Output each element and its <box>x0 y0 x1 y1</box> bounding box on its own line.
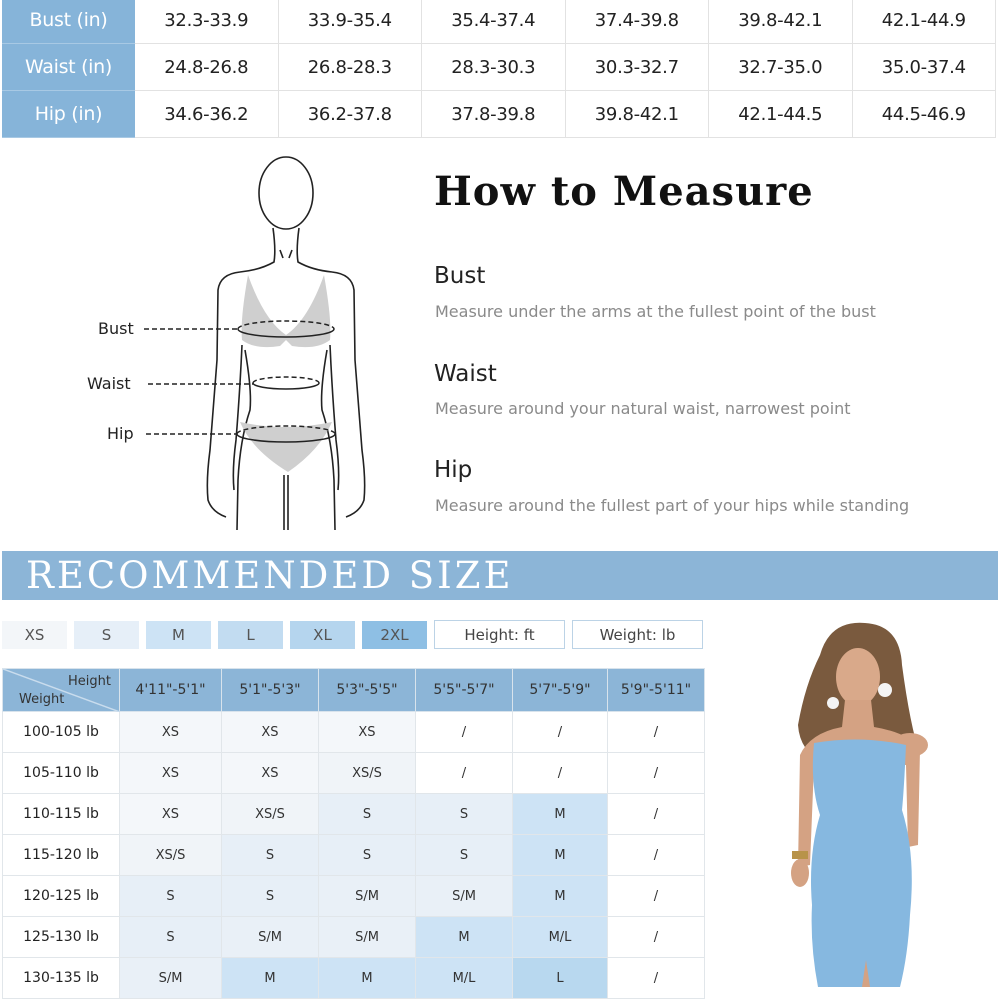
grid-size-cell: M <box>222 958 319 999</box>
legend-swatch: XS <box>2 621 67 649</box>
measurement-cell: 42.1-44.9 <box>852 0 996 44</box>
grid-size-cell: / <box>416 753 513 794</box>
measurement-cell: 39.8-42.1 <box>709 0 853 44</box>
grid-size-cell: S/M <box>222 917 319 958</box>
grid-height-header: 5'9"-5'11" <box>608 669 705 712</box>
figure-label-hip: Hip <box>107 424 134 443</box>
measurement-cell: 39.8-42.1 <box>565 91 709 138</box>
recommended-size-grid <box>2 668 705 999</box>
measurement-cell: 35.0-37.4 <box>852 44 996 91</box>
grid-row <box>3 712 705 753</box>
measurement-cell: 44.5-46.9 <box>852 91 996 138</box>
grid-size-cell: M/L <box>513 917 608 958</box>
grid-size-cell: S/M <box>319 917 416 958</box>
corner-weight-label: Weight <box>19 692 65 707</box>
grid-size-cell: XS <box>222 753 319 794</box>
measurement-row <box>3 44 996 91</box>
grid-size-cell: S <box>416 794 513 835</box>
grid-size-cell: M <box>513 876 608 917</box>
grid-size-cell: S <box>416 835 513 876</box>
measurement-cell: 42.1-44.5 <box>709 91 853 138</box>
grid-weight-label: 130-135 lb <box>3 958 120 999</box>
grid-size-cell: XS/S <box>319 753 416 794</box>
grid-size-cell: / <box>513 753 608 794</box>
grid-size-cell: XS <box>120 794 222 835</box>
measurement-cell: 32.7-35.0 <box>709 44 853 91</box>
weight-unit-label: Weight: lb <box>572 620 703 649</box>
grid-corner-header <box>3 669 120 712</box>
legend-swatch: S <box>74 621 139 649</box>
grid-size-cell: L <box>513 958 608 999</box>
grid-weight-label: 115-120 lb <box>3 835 120 876</box>
grid-size-cell: S <box>120 876 222 917</box>
grid-size-cell: M <box>319 958 416 999</box>
grid-weight-label: 120-125 lb <box>3 876 120 917</box>
grid-size-cell: M <box>513 835 608 876</box>
grid-size-cell: XS <box>319 712 416 753</box>
legend-swatch: L <box>218 621 283 649</box>
grid-weight-label: 110-115 lb <box>3 794 120 835</box>
recommended-size-banner <box>2 551 998 600</box>
grid-row <box>3 876 705 917</box>
grid-size-cell: M <box>513 794 608 835</box>
grid-size-cell: / <box>608 835 705 876</box>
measurement-row-label: Waist (in) <box>3 44 135 91</box>
grid-row <box>3 958 705 999</box>
grid-size-cell: / <box>608 876 705 917</box>
grid-size-cell: XS <box>120 712 222 753</box>
grid-row <box>3 753 705 794</box>
grid-size-cell: XS <box>120 753 222 794</box>
grid-size-cell: S <box>120 917 222 958</box>
grid-size-cell: XS <box>222 712 319 753</box>
measure-desc-hip: Measure around the fullest part of your hips while standing <box>435 496 910 515</box>
measure-heading-hip: Hip <box>434 457 473 483</box>
corner-height-label: Height <box>68 674 111 689</box>
model-photo <box>770 615 950 1000</box>
measurement-row-label: Bust (in) <box>3 0 135 44</box>
measurement-cell: 33.9-35.4 <box>278 0 422 44</box>
grid-size-cell: / <box>608 753 705 794</box>
grid-size-cell: / <box>513 712 608 753</box>
measurement-cell: 37.4-39.8 <box>565 0 709 44</box>
legend-swatch: 2XL <box>362 621 427 649</box>
grid-size-cell: / <box>608 712 705 753</box>
legend-swatch: XL <box>290 621 355 649</box>
grid-height-header: 5'1"-5'3" <box>222 669 319 712</box>
measurement-cell: 32.3-33.9 <box>135 0 279 44</box>
figure-label-bust: Bust <box>98 319 134 338</box>
grid-height-header: 5'7"-5'9" <box>513 669 608 712</box>
grid-size-cell: XS/S <box>120 835 222 876</box>
grid-size-cell: S/M <box>120 958 222 999</box>
measurement-cell: 24.8-26.8 <box>135 44 279 91</box>
grid-size-cell: / <box>608 958 705 999</box>
grid-row <box>3 917 705 958</box>
measurement-row <box>3 91 996 138</box>
body-outline-illustration <box>80 150 400 540</box>
grid-size-cell: / <box>608 917 705 958</box>
grid-size-cell: S/M <box>319 876 416 917</box>
measurement-cell: 36.2-37.8 <box>278 91 422 138</box>
grid-size-cell: XS/S <box>222 794 319 835</box>
model-in-dress-image <box>770 615 950 1000</box>
grid-size-cell: S/M <box>416 876 513 917</box>
grid-size-cell: / <box>416 712 513 753</box>
measurement-cell: 30.3-32.7 <box>565 44 709 91</box>
grid-weight-label: 105-110 lb <box>3 753 120 794</box>
measurement-cell: 35.4-37.4 <box>422 0 566 44</box>
measurement-row-label: Hip (in) <box>3 91 135 138</box>
grid-height-header: 5'3"-5'5" <box>319 669 416 712</box>
grid-row <box>3 794 705 835</box>
grid-size-cell: M/L <box>416 958 513 999</box>
measure-desc-bust: Measure under the arms at the fullest point of the bust <box>435 302 876 321</box>
grid-size-cell: S <box>222 835 319 876</box>
measurement-cell: 37.8-39.8 <box>422 91 566 138</box>
grid-size-cell: / <box>608 794 705 835</box>
height-unit-label: Height: ft <box>434 620 565 649</box>
grid-size-cell: S <box>319 835 416 876</box>
figure-label-waist: Waist <box>87 374 131 393</box>
measurement-cell: 26.8-28.3 <box>278 44 422 91</box>
measure-desc-waist: Measure around your natural waist, narrowest point <box>435 399 851 418</box>
measurements-table <box>2 0 996 138</box>
how-to-measure-title: How to Measure <box>434 168 814 215</box>
size-color-legend <box>2 621 427 649</box>
grid-weight-label: 125-130 lb <box>3 917 120 958</box>
measurement-row <box>3 0 996 44</box>
grid-size-cell: S <box>222 876 319 917</box>
grid-weight-label: 100-105 lb <box>3 712 120 753</box>
measure-heading-bust: Bust <box>434 263 486 289</box>
banner-title: RECOMMENDED SIZE <box>26 554 514 597</box>
grid-size-cell: S <box>319 794 416 835</box>
grid-size-cell: M <box>416 917 513 958</box>
grid-height-header: 4'11"-5'1" <box>120 669 222 712</box>
body-measurement-figure <box>80 150 400 540</box>
legend-swatch: M <box>146 621 211 649</box>
grid-height-header: 5'5"-5'7" <box>416 669 513 712</box>
measurement-cell: 28.3-30.3 <box>422 44 566 91</box>
measure-heading-waist: Waist <box>434 361 497 387</box>
measurement-cell: 34.6-36.2 <box>135 91 279 138</box>
grid-row <box>3 835 705 876</box>
